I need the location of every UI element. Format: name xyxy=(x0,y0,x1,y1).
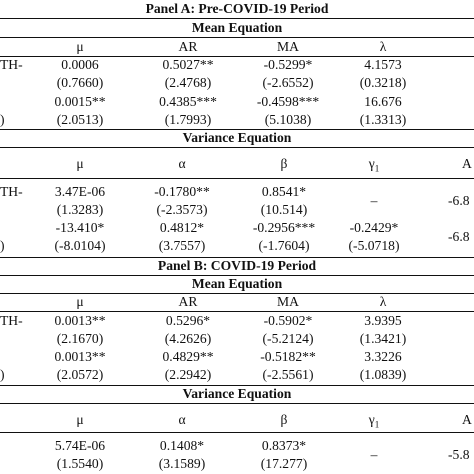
table-cell: (2.0572) xyxy=(56,367,104,382)
table-cell: 0.4829** xyxy=(162,349,214,364)
panel-b-mean-header-row xyxy=(0,293,474,311)
table-row xyxy=(0,56,474,74)
header-gamma: $\gamma_1$ xyxy=(368,412,380,430)
table-cell: (2.0513) xyxy=(56,112,104,127)
table-row xyxy=(0,111,474,129)
table-row xyxy=(0,183,474,208)
table-row xyxy=(0,201,474,219)
table-cell: (-8.0104) xyxy=(54,238,106,253)
table-cell: 0.5296* xyxy=(165,313,211,328)
row-label: TH- xyxy=(0,57,23,72)
table-cell: 0.0006 xyxy=(61,57,99,72)
header-alpha: α xyxy=(178,412,186,427)
header-a: A xyxy=(462,156,472,171)
row-label: ) xyxy=(0,112,5,127)
panel-a-variance-header-row xyxy=(0,155,474,173)
table-row xyxy=(0,219,474,244)
table-cell: -6.8 xyxy=(448,229,470,244)
header-a: A xyxy=(462,412,472,427)
table-cell: (1.3313) xyxy=(359,112,407,127)
header-ar: AR xyxy=(178,294,198,309)
divider xyxy=(0,178,474,179)
panel-a-mean-title: Mean Equation xyxy=(191,20,283,35)
table-cell: (10.514) xyxy=(260,202,308,217)
table-cell: 0.8541* xyxy=(261,184,307,199)
table-cell: (-5.2124) xyxy=(262,331,314,346)
table-cell: 0.4385*** xyxy=(159,94,217,109)
table-cell: (17.277) xyxy=(260,456,308,471)
table-cell: 4.1573 xyxy=(364,57,402,72)
table-cell: -0.5182** xyxy=(260,349,316,364)
table-cell: (3.1589) xyxy=(158,456,206,471)
table-cell: (1.5540) xyxy=(56,456,104,471)
row-label: TH- xyxy=(0,184,23,199)
divider xyxy=(0,147,474,148)
table-cell: (-2.5561) xyxy=(262,367,314,382)
divider xyxy=(0,403,474,404)
table-row xyxy=(0,366,474,384)
table-cell: (2.4768) xyxy=(164,75,212,90)
table-cell: -13.410* xyxy=(55,220,105,235)
table-cell: (-2.6552) xyxy=(262,75,314,90)
row-label: TH- xyxy=(0,313,23,328)
header-lambda: λ xyxy=(379,39,387,54)
divider xyxy=(0,432,474,433)
table-cell: 5.74E-06 xyxy=(54,438,106,453)
table-cell: – xyxy=(370,193,378,208)
table-row xyxy=(0,330,474,348)
table-cell: (2.2942) xyxy=(164,367,212,382)
table-cell: 0.0015** xyxy=(54,94,106,109)
table-cell: 0.5027** xyxy=(162,57,214,72)
table-cell: (-2.3573) xyxy=(156,202,208,217)
table-cell: -0.5299* xyxy=(263,57,313,72)
table-cell: (1.0839) xyxy=(359,367,407,382)
table-row xyxy=(0,93,474,111)
table-cell: (3.7557) xyxy=(158,238,206,253)
header-ar: AR xyxy=(178,39,198,54)
header-alpha: α xyxy=(178,156,186,171)
table-row xyxy=(0,348,474,366)
table-cell: (0.7660) xyxy=(56,75,104,90)
header-mu: μ xyxy=(76,412,84,427)
panel-a-variance-title: Variance Equation xyxy=(182,130,292,145)
table-cell: -0.2429* xyxy=(349,220,399,235)
table-cell: 3.3226 xyxy=(364,349,402,364)
panel-a-title: Panel A: Pre-COVID-19 Period xyxy=(145,1,329,16)
header-mu: μ xyxy=(76,156,84,171)
table-row xyxy=(0,237,474,255)
table-cell: -0.5902* xyxy=(263,313,313,328)
header-gamma: $\gamma_1$ xyxy=(368,156,380,174)
row-label: ) xyxy=(0,367,5,382)
table-cell: (-1.7604) xyxy=(258,238,310,253)
table-cell: (2.1670) xyxy=(56,331,104,346)
panel-a-mean-header-row xyxy=(0,38,474,56)
table-cell: (5.1038) xyxy=(264,112,312,127)
table-cell: 16.676 xyxy=(364,94,402,109)
header-ma: MA xyxy=(277,294,299,309)
table-cell: (1.7993) xyxy=(164,112,212,127)
header-beta: β xyxy=(280,156,288,171)
table-cell: (4.2626) xyxy=(164,331,212,346)
header-beta: β xyxy=(280,412,288,427)
table-cell: -6.8 xyxy=(448,193,470,208)
table-cell: (1.3283) xyxy=(56,202,104,217)
table-cell: 0.0013** xyxy=(54,349,106,364)
header-lambda: λ xyxy=(379,294,387,309)
table-row xyxy=(0,74,474,92)
table-cell: 0.1408* xyxy=(159,438,205,453)
table-cell: (0.3218) xyxy=(359,75,407,90)
table-cell: 3.9395 xyxy=(364,313,402,328)
table-cell: (-5.0718) xyxy=(348,238,400,253)
table-row xyxy=(0,455,474,473)
table-row xyxy=(0,437,474,462)
table-cell: -0.1780** xyxy=(154,184,210,199)
header-mu: μ xyxy=(76,294,84,309)
table-row xyxy=(0,312,474,330)
table-cell: 0.0013** xyxy=(54,313,106,328)
panel-b-title: Panel B: COVID-19 Period xyxy=(157,258,317,273)
table-cell: -0.2956*** xyxy=(252,220,316,235)
table-cell: -0.4598*** xyxy=(256,94,320,109)
table-cell: -5.8 xyxy=(448,447,470,462)
table-cell: (1.3421) xyxy=(359,331,407,346)
row-label: ) xyxy=(0,238,5,253)
table-cell: – xyxy=(370,447,378,462)
table-cell: 0.8373* xyxy=(261,438,307,453)
panel-b-mean-title: Mean Equation xyxy=(191,276,283,291)
panel-b-variance-header-row xyxy=(0,411,474,429)
table-cell: 0.4812* xyxy=(159,220,205,235)
table-cell: 3.47E-06 xyxy=(54,184,106,199)
header-mu: μ xyxy=(76,39,84,54)
panel-b-variance-title: Variance Equation xyxy=(182,386,292,401)
header-ma: MA xyxy=(277,39,299,54)
